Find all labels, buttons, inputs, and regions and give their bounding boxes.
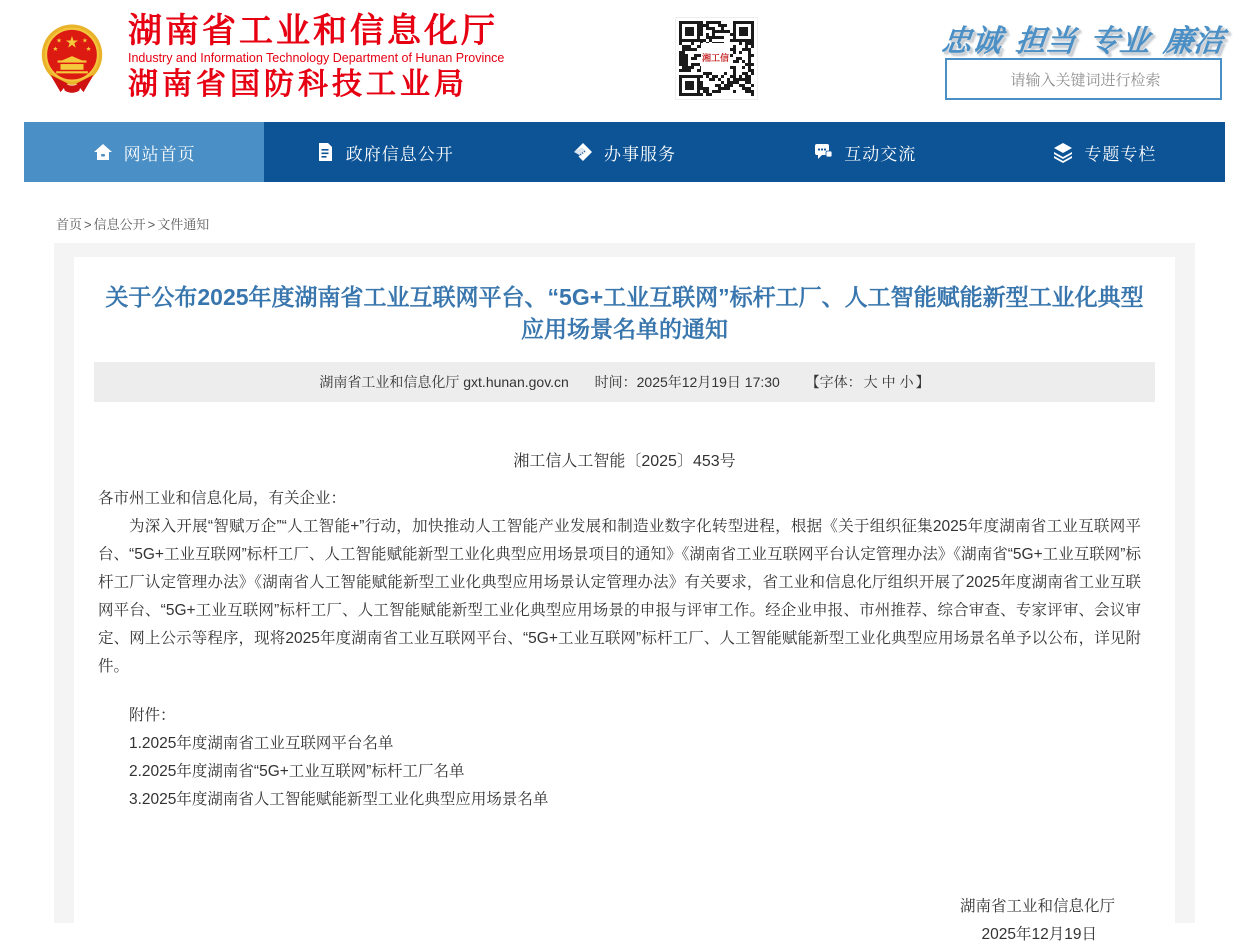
slogan-word: 专业 [1087,25,1152,58]
attachment-item[interactable]: 3.2025年度湖南省人工智能赋能新型工业化典型应用场景名单 [129,791,549,808]
org-name-cn: 湖南省工业和信息化厅 [128,12,498,50]
attachment-item[interactable]: 1.2025年度湖南省工业互联网平台名单 [129,735,394,752]
home-icon [93,142,113,162]
font-size-medium-button[interactable]: 中 [881,374,896,390]
article-body [98,485,1141,949]
site-header [0,0,1247,122]
nav-item-topics[interactable] [985,122,1225,182]
national-emblem-icon [36,14,108,104]
nav-item-interaction[interactable] [745,122,985,182]
svg-text:★: ★ [56,37,62,45]
signature-block [98,893,1141,949]
qr-center-logo: 湘工信 [701,43,730,72]
attachments-label: 附件： [129,707,176,724]
nav-item-label: 政府信息公开 [345,144,454,164]
nav-item-services[interactable] [504,122,744,182]
breadcrumb-home[interactable]: 首页 [56,217,83,232]
slogan-word: 忠诚 [939,25,1004,58]
nav-item-label: 网站首页 [123,144,196,164]
breadcrumb [56,214,209,233]
meta-source: 湖南省工业和信息化厅 gxt.hunan.gov.cn [319,374,569,390]
nav-item-label: 互动交流 [844,144,917,164]
layers-icon [1053,142,1073,162]
nav-item-home[interactable] [24,122,264,182]
slogan-banner [940,16,1227,60]
handshake-icon [573,142,593,162]
search-box [945,58,1222,100]
nav-item-label: 专题专栏 [1084,144,1157,164]
meta-font-label-end: 】 [915,374,930,390]
meta-time: 2025年12月19日 17:30 [636,374,780,390]
salutation: 各市州工业和信息化局，有关企业： [98,490,347,507]
slogan-word: 廉洁 [1161,25,1226,58]
slogan-word: 担当 [1013,25,1078,58]
nav-item-label: 办事服务 [604,144,676,164]
search-input[interactable] [947,60,1224,100]
article-paragraph: 为深入开展“智赋万企”“人工智能+”行动，加快推动人工智能产业发展和制造业数字化转型进程，根据《关于组织征集2025年度湖南省工业互联网平台、“5G+工业互联网”标杆工厂、人工智能赋能新型工业化典型应用场景项目的通知》《湖南省工业互联网平台认定管理办法》《湖南省“5G+工业互联网”标杆工厂认定管理办法》《湖南省人工智能赋能新型工业化典型应用场景认定管理办法》有关要求，省工业和信息化厅组织开展了2025年度湖南省工业互联网平台、“5G+工业互联网”标杆工厂、人工智能赋能新型工业化典型应用场景的申报与评审工作。经企业申报、市州推荐、综合审查、专家评审、会议审定、网上公示等程序，现将2025年度湖南省工业互联网平台、“5G+工业互联网”标杆工厂、人工智能赋能新型工业化典型应用场景名单予以公布，详见附件。 [98,518,1141,675]
signature-date: 2025年12月19日 [981,926,1097,943]
signature-org: 湖南省工业和信息化厅 [959,898,1115,915]
nav-item-gov-info[interactable] [264,122,504,182]
breadcrumb-separator: > [84,217,92,232]
article-title: 关于公布2025年度湖南省工业互联网平台、“5G+工业互联网”标杆工厂、人工智能赋能新型工业化典型应用场景名单的通知 [105,284,1144,342]
meta-time-label: 时间： [594,374,637,390]
qr-code [675,17,762,104]
meta-font-label: 【字体： [805,374,862,390]
font-size-small-button[interactable]: 小 [899,374,914,390]
main-nav [24,122,1225,182]
font-size-large-button[interactable]: 大 [863,374,878,390]
svg-text:★: ★ [82,37,88,45]
svg-text:★: ★ [64,34,80,52]
document-number: 湘工信人工智能〔2025〕453号 [513,453,736,470]
document-icon [315,142,335,162]
svg-text:★: ★ [85,46,92,54]
svg-text:★: ★ [52,46,59,54]
breadcrumb-current[interactable]: 文件通知 [157,217,210,232]
org-name-en: Industry and Information Technology Department of Hunan Province [128,51,505,65]
org-name2-cn: 湖南省国防科技工业局 [128,68,468,101]
attachments-section [98,702,1141,814]
content-panel [54,243,1195,943]
org-titles [128,12,504,103]
article-meta-bar [94,362,1155,402]
article-card [74,257,1175,943]
chat-icon [813,142,833,162]
attachment-item[interactable]: 2.2025年度湖南省“5G+工业互联网”标杆工厂名单 [129,763,465,780]
breadcrumb-info[interactable]: 信息公开 [93,217,146,232]
breadcrumb-separator: > [147,217,156,232]
